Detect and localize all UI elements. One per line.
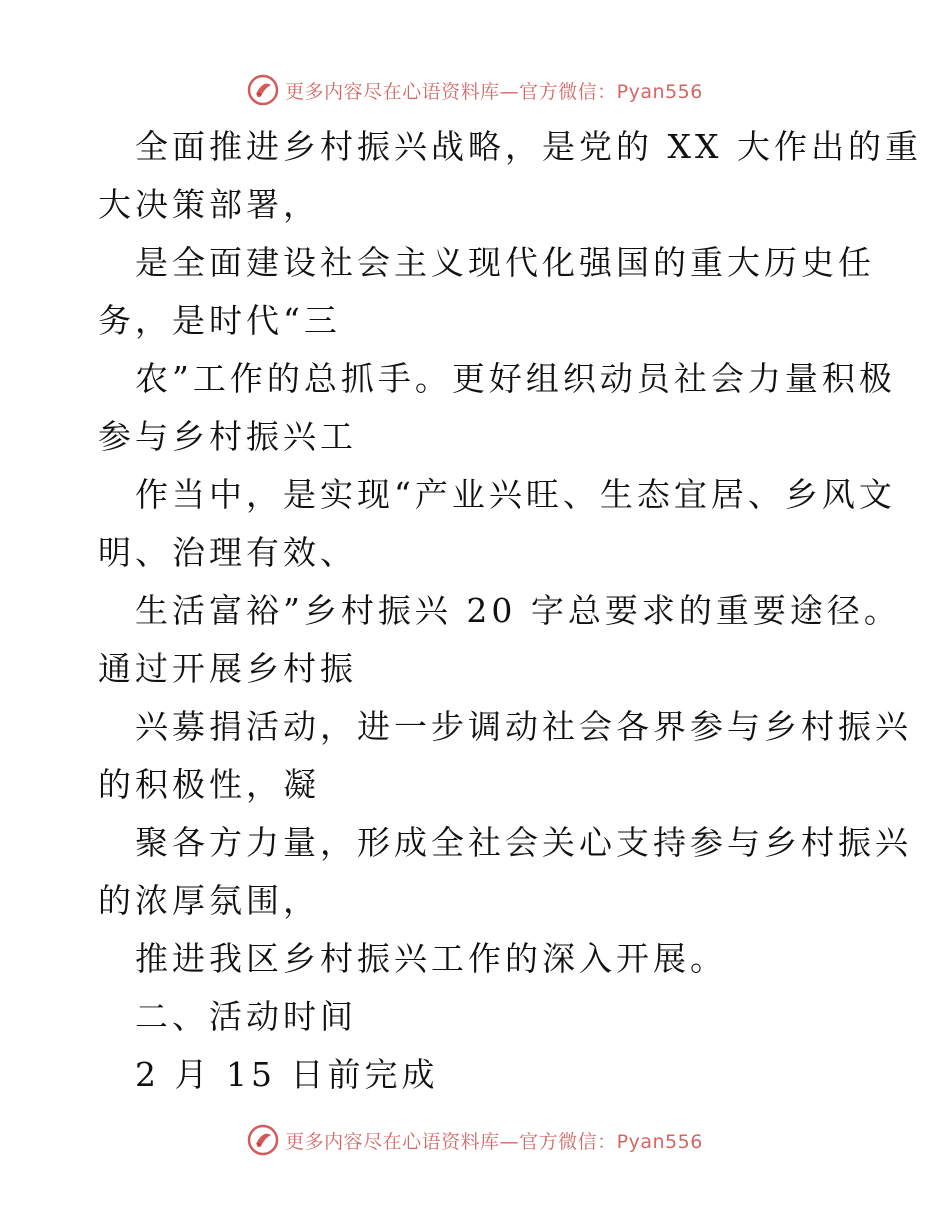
paragraph-line: 通过开展乡村振 (98, 649, 357, 688)
paragraph-line: 参与乡村振兴工 (98, 417, 357, 456)
header-watermark (0, 70, 950, 110)
paragraph-line: 是全面建设社会主义现代化强国的重大历史任 (135, 243, 875, 282)
paragraph-line: 聚各方力量，形成全社会关心支持参与乡村振兴 (135, 823, 912, 862)
watermark-logo-icon (247, 74, 279, 106)
paragraph-line: 务，是时代“三 (98, 301, 341, 340)
footer-watermark (0, 1120, 950, 1160)
paragraph-line: 2 月 15 日前完成 (135, 1055, 439, 1094)
watermark-logo-icon (247, 1124, 279, 1156)
paragraph-line: 兴募捐活动，进一步调动社会各界参与乡村振兴 (135, 707, 912, 746)
paragraph-line: 农”工作的总抓手。更好组织动员社会力量积极 (135, 359, 896, 398)
paragraph-line: 推进我区乡村振兴工作的深入开展。 (135, 939, 727, 978)
paragraph-line: 的积极性，凝 (98, 765, 320, 804)
watermark-text: 更多内容尽在心语资料库—官方微信：Pyan556 (285, 80, 703, 103)
section-heading: 二、活动时间 (135, 997, 357, 1036)
watermark-text: 更多内容尽在心语资料库—官方微信：Pyan556 (285, 1130, 703, 1153)
paragraph-line: 全面推进乡村振兴战略，是党的 XX 大作出的重 (135, 127, 922, 166)
paragraph-line: 明、治理有效、 (98, 533, 357, 572)
paragraph-line: 生活富裕”乡村振兴 20 字总要求的重要途径。 (135, 591, 901, 630)
paragraph-line: 大决策部署， (98, 185, 320, 224)
paragraph-line: 作当中，是实现“产业兴旺、生态宜居、乡风文 (135, 475, 896, 514)
paragraph-line: 的浓厚氛围， (98, 881, 320, 920)
